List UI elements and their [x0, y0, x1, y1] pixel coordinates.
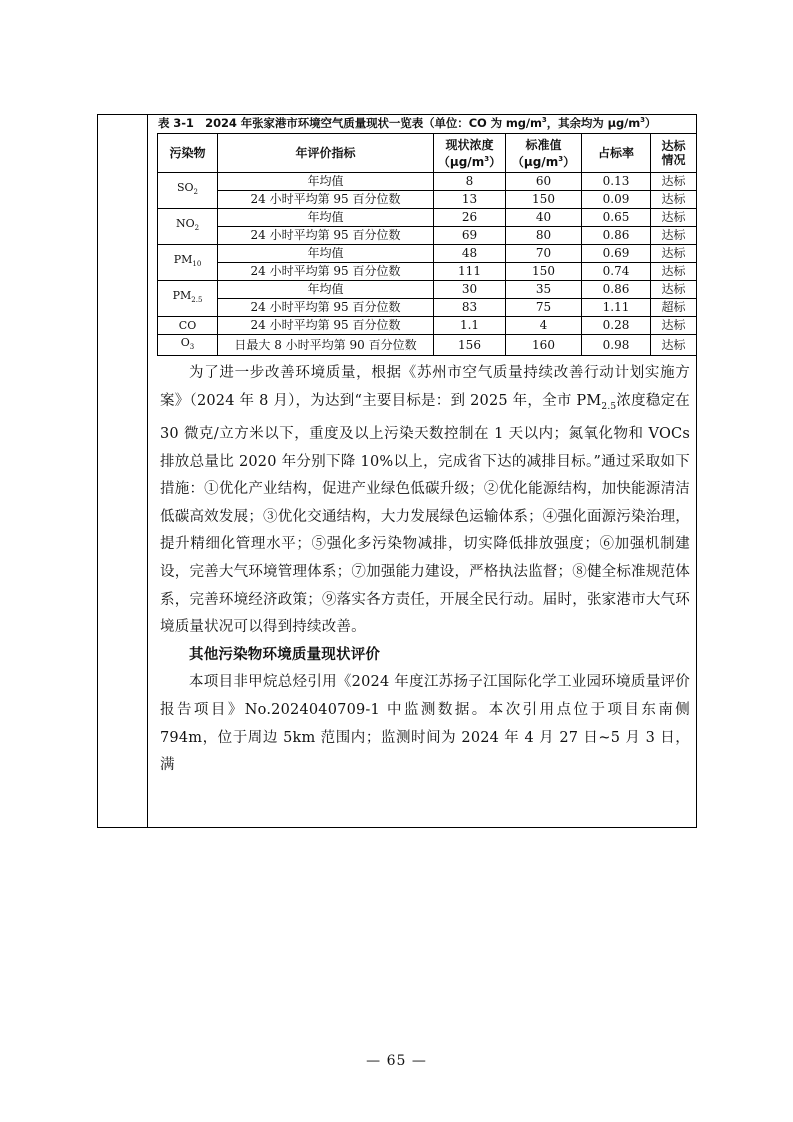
cell-ratio: 0.69 — [582, 245, 651, 263]
cell-current: 30 — [434, 281, 506, 299]
header-standard-close: ） — [563, 154, 576, 169]
cell-indicator: 24 小时平均第 95 百分位数 — [218, 227, 434, 245]
cell-standard: 40 — [506, 209, 582, 227]
cell-standard: 60 — [506, 173, 582, 191]
air-quality-table — [157, 133, 697, 356]
cell-current: 69 — [434, 227, 506, 245]
pollutant-no2-base: NO — [175, 217, 195, 231]
cell-current: 8 — [434, 173, 506, 191]
cell-indicator: 年均值 — [218, 173, 434, 191]
cell-ratio: 0.86 — [582, 227, 651, 245]
table-caption — [158, 115, 698, 131]
header-status — [651, 134, 697, 173]
header-standard — [506, 134, 582, 173]
caption-main: 表 3-1 2024 年张家港市环境空气质量现状一览表（单位：CO 为 mg/m — [158, 116, 542, 130]
table-row — [158, 173, 697, 191]
page-number: — 65 — — [366, 1053, 427, 1069]
pollutant-pm25-base: PM — [172, 289, 192, 303]
cell-indicator: 年均值 — [218, 281, 434, 299]
cell-status: 达标 — [651, 245, 697, 263]
cell-status: 达标 — [651, 173, 697, 191]
pollutant-no2-sub: 2 — [194, 224, 200, 233]
section-heading: 其他污染物环境质量现状评价 — [189, 646, 381, 663]
cell-indicator: 年均值 — [218, 245, 434, 263]
pollutant-pm25-sub: 2.5 — [191, 296, 203, 305]
paragraph-air-quality-plan-part1: 为了进一步改善环境质量，根据《苏州市空气质量持续改善行动计划实施方案》（2024 年 8 月），为达到“主要目标是：到 2025 年，全市 PM — [160, 365, 690, 409]
pm25-subscript: 2.5 — [601, 401, 617, 412]
cell-standard: 70 — [506, 245, 582, 263]
cell-status: 达标 — [651, 209, 697, 227]
cell-ratio: 0.86 — [582, 281, 651, 299]
body-text — [160, 360, 690, 780]
cell-standard: 160 — [506, 335, 582, 356]
pollutant-pm10 — [158, 245, 218, 281]
header-standard-sup: 3 — [558, 154, 564, 163]
frame-left-border — [97, 114, 98, 828]
header-status-line2: 情况 — [661, 153, 686, 167]
cell-standard: 35 — [506, 281, 582, 299]
header-pollutant: 污染物 — [158, 134, 218, 173]
cell-indicator: 日最大 8 小时平均第 90 百分位数 — [218, 335, 434, 356]
pollutant-o3-base: O — [180, 336, 190, 349]
header-indicator: 年评价指标 — [218, 134, 434, 173]
cell-standard: 150 — [506, 191, 582, 209]
header-current-close: ） — [489, 154, 502, 169]
caption-mid: ，其余均为 μg/m — [546, 116, 641, 130]
cell-current: 13 — [434, 191, 506, 209]
cell-standard: 75 — [506, 299, 582, 317]
cell-ratio: 0.74 — [582, 263, 651, 281]
table-row — [158, 191, 697, 209]
table-header-row — [158, 134, 697, 173]
cell-indicator: 24 小时平均第 95 百分位数 — [218, 191, 434, 209]
paragraph-nmhc-reference: 本项目非甲烷总烃引用《2024 年度江苏扬子江国际化学工业园环境质量评价报告项目》No.2024040709-1 中监测数据。本次引用点位于项目东南侧 794m，位于周边 5km 范围内；监测时间为 2024 年 4 月 27 日~5 月 3 日，满 — [160, 674, 690, 774]
pollutant-pm10-sub: 10 — [192, 260, 202, 269]
pollutant-o3 — [158, 335, 218, 356]
cell-status: 达标 — [651, 317, 697, 335]
pollutant-so2-sub: 2 — [193, 188, 199, 197]
cell-ratio: 1.11 — [582, 299, 651, 317]
header-current-line1: 现状浓度 — [445, 137, 494, 152]
cell-indicator: 24 小时平均第 95 百分位数 — [218, 299, 434, 317]
table-row — [158, 227, 697, 245]
table-row — [158, 299, 697, 317]
cell-status: 达标 — [651, 191, 697, 209]
table-row — [158, 335, 697, 356]
pollutant-co: CO — [158, 317, 218, 335]
pollutant-o3-sub: 3 — [189, 343, 195, 352]
cell-current: 111 — [434, 263, 506, 281]
paragraph-air-quality-plan — [160, 360, 690, 642]
cell-standard: 80 — [506, 227, 582, 245]
cell-ratio: 0.98 — [582, 335, 651, 356]
cell-status: 达标 — [651, 335, 697, 356]
cell-current: 26 — [434, 209, 506, 227]
cell-ratio: 0.28 — [582, 317, 651, 335]
cell-status: 达标 — [651, 227, 697, 245]
cell-current: 83 — [434, 299, 506, 317]
cell-status: 达标 — [651, 263, 697, 281]
table-row — [158, 317, 697, 335]
cell-ratio: 0.13 — [582, 173, 651, 191]
cell-standard: 4 — [506, 317, 582, 335]
frame-bottom-border — [97, 827, 697, 828]
cell-status: 达标 — [651, 281, 697, 299]
frame-column-divider — [147, 114, 148, 828]
pollutant-no2 — [158, 209, 218, 245]
cell-ratio: 0.65 — [582, 209, 651, 227]
cell-current: 1.1 — [434, 317, 506, 335]
header-current — [434, 134, 506, 173]
caption-unit-sup-1: 3 — [541, 116, 547, 125]
cell-current: 48 — [434, 245, 506, 263]
header-ratio: 占标率 — [582, 134, 651, 173]
cell-ratio: 0.09 — [582, 191, 651, 209]
pollutant-pm25 — [158, 281, 218, 317]
table-row — [158, 209, 697, 227]
paragraph-air-quality-plan-part2: 浓度稳定在 30 微克/立方米以下，重度及以上污染天数控制在 1 天以内；氮氧化物和 VOCs 排放总量比 2020 年分别下降 10%以上，完成省下达的减排目标。”通过采取如下措施：①优化产业结构，促进产业绿色低碳升级；②优化能源结构，加快能源清洁低碳高效发展；③优化交通结构，大力发展绿色运输体系；④强化面源污染治理，提升精细化管理水平；⑤强化多污染物减排，切实降低排放强度；⑥加强机制建设，完善大气环境管理体系；⑦加强能力建设，严格执法监督；⑧健全标准规范体系，完善环境经济政策；⑨落实各方责任，开展全民行动。届时，张家港市大气环境质量状况可以得到持续改善。 — [160, 392, 691, 636]
cell-indicator: 年均值 — [218, 209, 434, 227]
header-current-sup: 3 — [484, 154, 490, 163]
pollutant-so2 — [158, 173, 218, 209]
cell-indicator: 24 小时平均第 95 百分位数 — [218, 317, 434, 335]
table-row — [158, 245, 697, 263]
table-row — [158, 263, 697, 281]
pollutant-pm10-base: PM — [173, 253, 193, 267]
caption-unit-sup-2: 3 — [640, 116, 645, 125]
header-standard-line1: 标准值 — [525, 137, 562, 152]
header-standard-line2: （μg/m — [511, 154, 559, 169]
cell-standard: 150 — [506, 263, 582, 281]
table-row — [158, 281, 697, 299]
header-status-line1: 达标 — [661, 139, 686, 153]
pollutant-so2-base: SO — [176, 181, 194, 195]
cell-indicator: 24 小时平均第 95 百分位数 — [218, 263, 434, 281]
cell-status: 超标 — [651, 299, 697, 317]
cell-current: 156 — [434, 335, 506, 356]
caption-tail: ） — [644, 116, 657, 130]
header-current-line2: （μg/m — [437, 154, 485, 169]
